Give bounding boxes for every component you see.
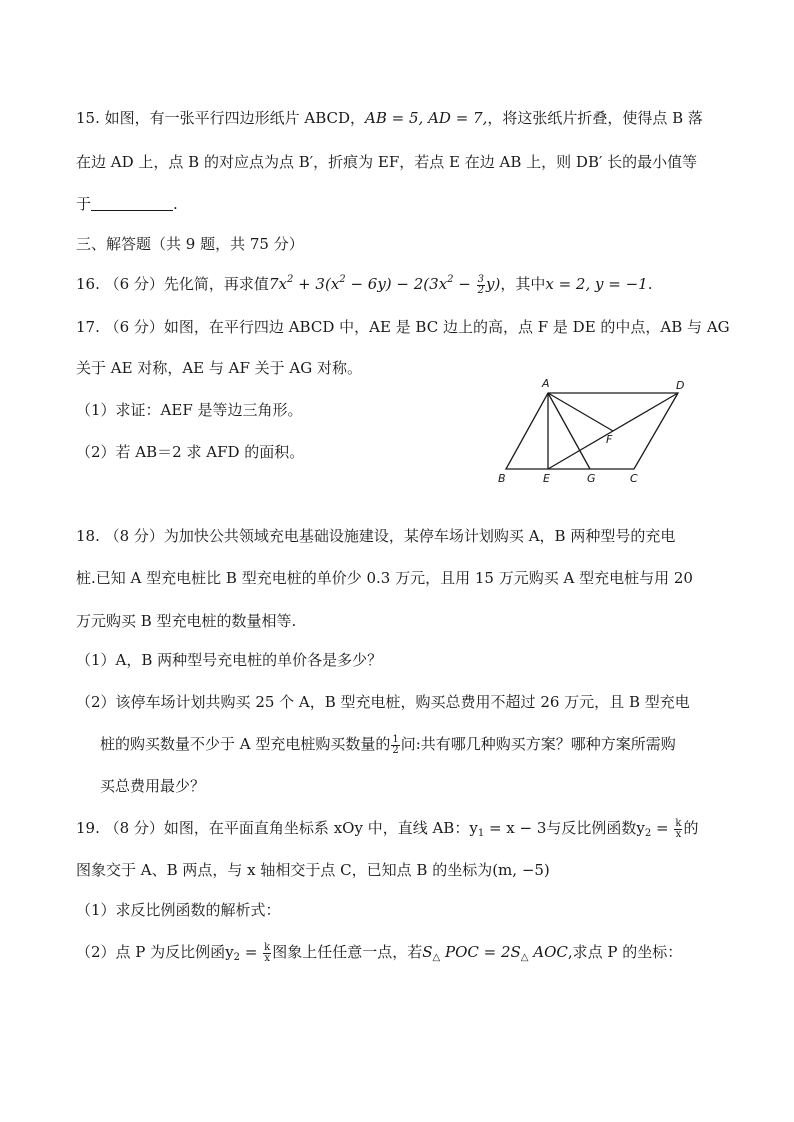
q19-line-1 (76, 818, 698, 840)
q18-line-3: 万元购买 B 型充电桩的数量相等. (76, 612, 297, 630)
fraction-numerator: 1 (392, 733, 399, 745)
point-b-coordinates: (m, −5) (492, 861, 550, 879)
q19-part-2-text-end: ,求点 P 的坐标： (567, 943, 683, 961)
q18-part-2-line-3: 买总费用最少？ (100, 777, 206, 795)
label-a: A (542, 377, 550, 390)
q18-text-b: 问:共有哪几种购买方案？哪种方案所需购 (400, 735, 676, 753)
q18-line-1: 18. （8 分）为加快公共领域充电基础设施建设，某停车场计划购买 A，B 两种型号的充电 (76, 527, 676, 545)
q18-part-2-line-1: （2）该停车场计划共购买 25 个 A，B 型充电桩，购买总费用不超过 26 万元，且 B 型充电 (76, 693, 690, 711)
label-c: C (630, 472, 638, 485)
q17-part-1: （1）求证：AEF 是等边三角形。 (76, 401, 303, 419)
q16-text: 16. （6 分）先化简，再求值 (76, 275, 269, 293)
q18-text: 桩的购买数量不少于 A 型充电桩购买数量的 (100, 735, 391, 753)
label-f: F (606, 433, 613, 446)
q19-part-1: （1）求反比例函数的解析式： (76, 901, 281, 919)
inverse-function: $y_2$ = $\frac{k}{x}$ (636, 817, 682, 840)
q17-part-2: （2）若 AB＝2 求 AFD 的面积。 (76, 443, 305, 461)
q19-part-2-text: （2）点 P 为反比例函 (76, 943, 226, 961)
q19-line-2 (76, 860, 550, 880)
line-equation: $y_1 = x - 3$ (469, 819, 547, 839)
q18-part-2-line-2 (100, 734, 676, 756)
label-g: G (587, 472, 596, 485)
q15-line-3 (76, 194, 178, 214)
q16-line (76, 274, 652, 296)
q15-line-1 (76, 108, 703, 128)
answer-blank (91, 196, 173, 211)
q18-line-2: 桩.已知 A 型充电桩比 B 型充电桩的单价少 0.3 万元，且用 15 万元购买 A 型充电桩与用 20 (76, 569, 693, 587)
parallelogram-abcd (506, 393, 678, 469)
q16-expression: $7x^2 + 3(x^2 - 6y) - 2(3x^2$ − $\frac{3}{2}$ y) (268, 273, 501, 296)
fraction-denominator: 2 (392, 744, 399, 756)
section-heading: 三、解答题（共 9 题，共 75 分） (76, 235, 304, 253)
label-b: B (498, 472, 506, 485)
segment-af (548, 393, 613, 431)
q17-line-1: 17. （6 分）如图，在平行四边 ABCD 中，AE 是 BC 边上的高，点 F 是 DE 的中点，AB 与 AG (76, 318, 730, 336)
q15-text-b: ，将这张纸片折叠，使得点 B 落 (487, 109, 703, 127)
q19-part-2-text-mid: 图象上任任意一点，若 (272, 943, 423, 961)
q15-period: . (173, 195, 178, 213)
inverse-function-ref: $y_2$ = $\frac{k}{x}$ (225, 941, 271, 964)
q16-period: . (647, 275, 653, 293)
label-d: D (676, 379, 685, 392)
segment-ag (548, 393, 590, 469)
q18-part-1: （1）A，B 两种型号充电桩的单价各是多少？ (76, 651, 383, 669)
q15-line-2: 在边 AD 上，点 B 的对应点为点 B′，折痕为 EF，若点 E 在边 AB 上，则 DB′ 长的最小值等 (76, 153, 698, 171)
parallelogram-figure (496, 372, 716, 490)
q19-text: 19. （8 分）如图，在平面直角坐标系 xOy 中，直线 AB： (76, 819, 470, 837)
q17-line-2: 关于 AE 对称，AE 与 AF 关于 AG 对称。 (76, 359, 362, 377)
q15-text-c: 于 (76, 195, 92, 213)
q19-text-end: 的 (683, 819, 699, 837)
label-e: E (543, 472, 550, 485)
q15-math-ab-ad: AB = 5, AD = 7, (365, 109, 488, 127)
q19-text-mid: 与反比例函数 (546, 819, 637, 837)
q15-text-a: 15. 如图，有一张平行四边形纸片 ABCD， (76, 109, 366, 127)
q16-text-mid: ，其中 (500, 275, 546, 293)
q16-condition: x = 2, y = −1 (545, 275, 648, 293)
q19-part-2 (76, 942, 682, 964)
fraction-half (391, 735, 399, 756)
area-condition: $S_\triangle$ POC = $2S_\triangle$ AOC (422, 943, 568, 963)
q19-text-b: 图象交于 A、B 两点，与 x 轴相交于点 C，已知点 B 的坐标为 (76, 861, 493, 879)
